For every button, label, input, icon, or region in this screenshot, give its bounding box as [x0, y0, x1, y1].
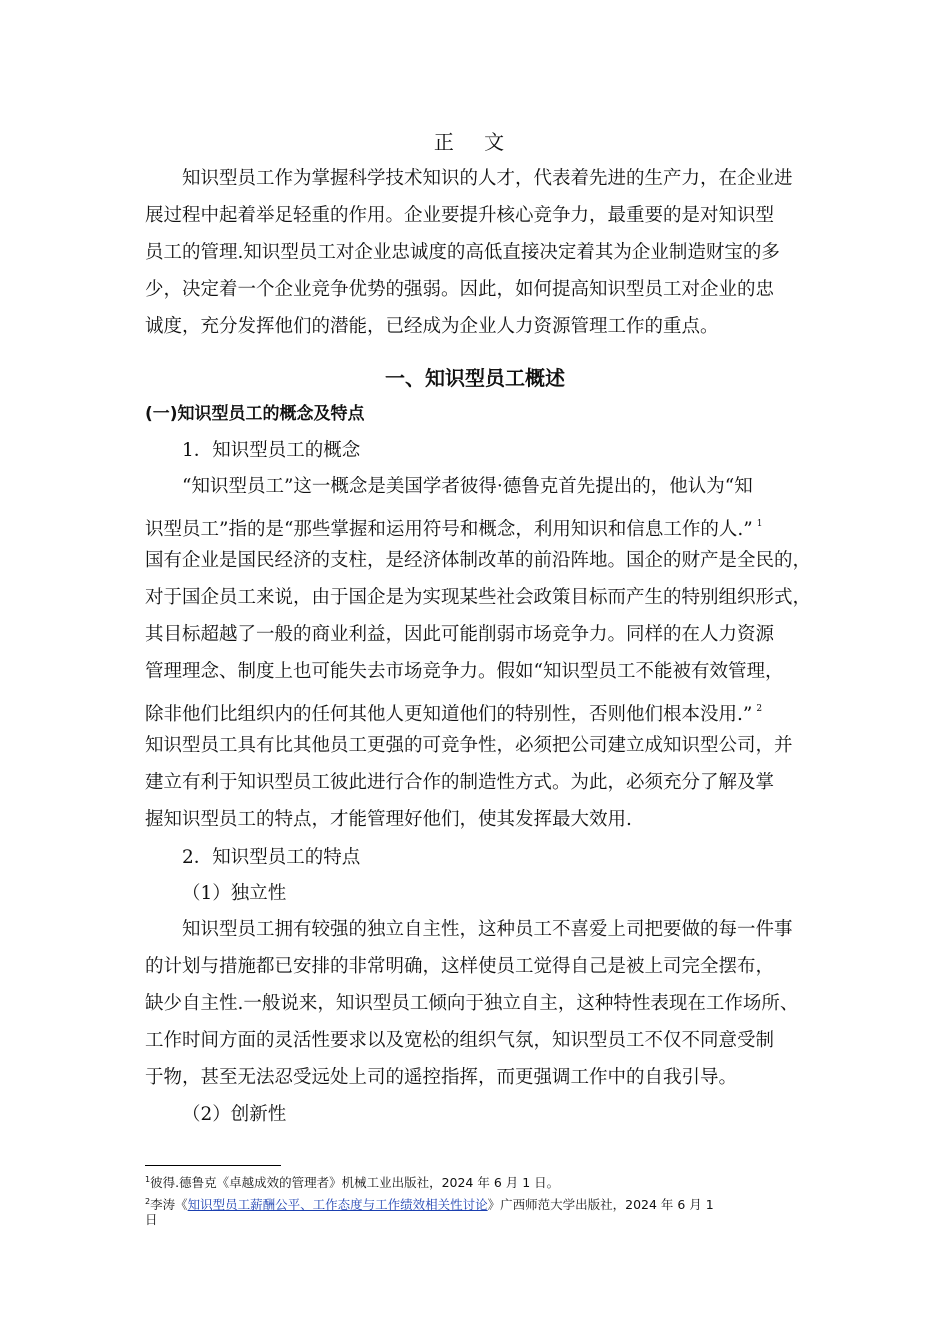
concept-line	[145, 691, 825, 733]
concept-line: 握知识型员工的特点，才能管理好他们，使其发挥最大效用.	[145, 809, 632, 830]
section-heading: 一、知识型员工概述	[385, 366, 565, 390]
intro-line: 员工的管理.知识型员工对企业忠诚度的高低直接决定着其为企业制造财宝的多	[145, 242, 780, 263]
item-heading-independence: （1）独立性	[182, 883, 287, 904]
concept-line: 国有企业是国民经济的支柱，是经济体制改革的前沿阵地。国企的财产是全民的，	[145, 550, 812, 571]
concept-line-text: 识型员工”指的是“那些掌握和运用符号和概念，利用知识和信息工作的人.”	[145, 519, 753, 540]
concept-line: 其目标超越了一般的商业利益，因此可能削弱市场竞争力。同样的在人力资源	[145, 624, 775, 645]
item-heading-innovation: （2）创新性	[182, 1104, 287, 1125]
concept-line: “知识型员工”这一概念是美国学者彼得·德鲁克首先提出的，他认为“知	[182, 476, 753, 497]
sub-heading-features: 2．知识型员工的特点	[182, 847, 361, 868]
intro-line: 诚度，充分发挥他们的潜能，已经成为企业人力资源管理工作的重点。	[145, 316, 719, 337]
footnote-text: 李涛《	[150, 1197, 188, 1212]
concept-line: 对于国企员工来说，由于国企是为实现某些社会政策目标而产生的特别组织形式，	[145, 587, 812, 608]
concept-line: 管理理念、制度上也可能失去市场竞争力。假如“知识型员工不能被有效管理，	[145, 661, 784, 682]
intro-line: 知识型员工作为掌握科学技术知识的人才，代表着先进的生产力，在企业进	[182, 168, 793, 189]
footnote-link[interactable]: 知识型员工薪酬公平、工作态度与工作绩效相关性讨论	[187, 1197, 488, 1212]
independence-line: 工作时间方面的灵活性要求以及宽松的组织气氛，知识型员工不仅不同意受制	[145, 1030, 775, 1051]
concept-line: 建立有利于知识型员工彼此进行合作的制造性方式。为此，必须充分了解及掌	[145, 772, 775, 793]
intro-line: 展过程中起着举足轻重的作用。企业要提升核心竞争力，最重要的是对知识型	[145, 205, 775, 226]
footnote-mark: 1	[145, 1175, 151, 1184]
independence-line: 的计划与措施都已安排的非常明确，这样使员工觉得自己是被上司完全摆布，	[145, 956, 775, 977]
footnote-text: 》广西师范大学出版社，2024 年 6 月 1	[487, 1197, 714, 1212]
footnote-ref: 2	[756, 704, 763, 714]
concept-line-text: 除非他们比组织内的任何其他人更知道他们的特别性，否则他们根本没用.”	[145, 704, 753, 725]
footnote-text: 彼得.德鲁克《卓越成效的管理者》机械工业出版社，2024 年 6 月 1 日。	[150, 1175, 560, 1190]
footnote-ref: 1	[756, 519, 763, 529]
footnote-2-continued: 日	[145, 1212, 158, 1227]
independence-line: 于物，甚至无法忍受远处上司的遥控指挥，而更强调工作中的自我引导。	[145, 1067, 738, 1088]
sub-heading-concept: 1．知识型员工的概念	[182, 440, 361, 461]
independence-line: 知识型员工拥有较强的独立自主性，这种员工不喜爱上司把要做的每一件事	[182, 919, 793, 940]
footnote-1	[145, 1171, 810, 1192]
intro-line: 少，决定着一个企业竞争优势的强弱。因此，如何提高知识型员工对企业的忠	[145, 279, 775, 300]
page-title: 正 文	[433, 130, 517, 154]
subsection-heading: (一)知识型员工的概念及特点	[145, 404, 365, 424]
footnote-separator	[145, 1165, 281, 1166]
concept-line	[145, 506, 825, 548]
independence-line: 缺少自主性.一般说来，知识型员工倾向于独立自主，这种特性表现在工作场所、	[145, 993, 799, 1014]
footnote-mark: 2	[145, 1197, 151, 1206]
concept-line: 知识型员工具有比其他员工更强的可竞争性，必须把公司建立成知识型公司，并	[145, 735, 793, 756]
